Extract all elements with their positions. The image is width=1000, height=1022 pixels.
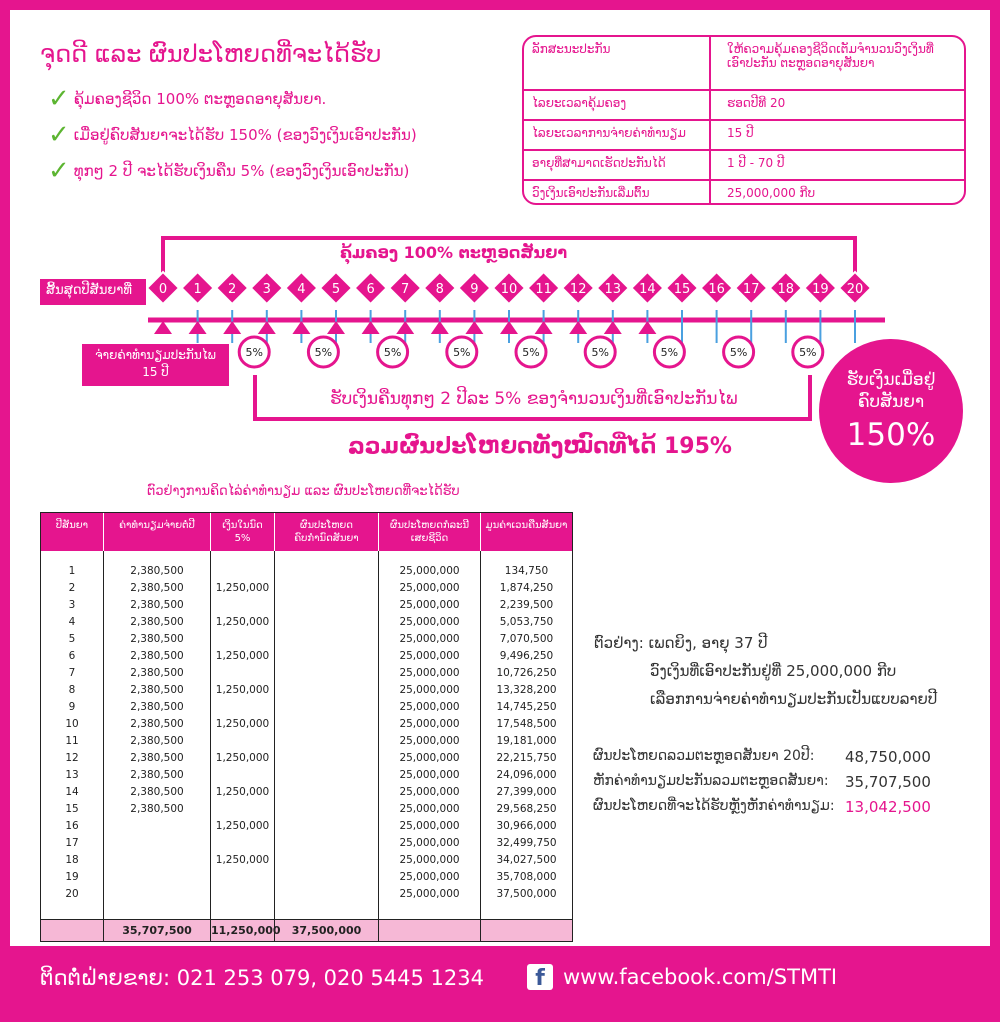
refund-badge-label: 5% — [383, 346, 402, 359]
column-header: ຄ່າທຳນຽມຈ່າຍຕໍ່ປີ — [104, 513, 211, 551]
year-label: 0 — [158, 282, 168, 297]
table-cell: 25,000,000 — [399, 820, 460, 832]
summary-value-highlight: 13,042,500 — [845, 798, 931, 816]
table-cell: 1,250,000 — [215, 820, 270, 832]
total-benefit-label: ລວມຜົນປະໂຫຍດທັງໝົດທີ່ໄດ້ 195% — [348, 434, 732, 459]
table-cell: 25,000,000 — [399, 854, 460, 866]
table-cell: 16 — [65, 820, 79, 832]
total-cell — [481, 920, 572, 941]
table-cell — [211, 869, 274, 886]
table-cell: 7,070,500 — [499, 633, 554, 645]
table-cell — [211, 886, 274, 903]
column-header: ຜົນປະໂຫຍດ ຄົບກຳນົດສັນຍາ — [275, 513, 379, 551]
benefits-title: ຈຸດດີ ແລະ ຜົນປະໂຫຍດທີ່ຈະໄດ້ຮັບ — [40, 40, 382, 68]
benefit-item: ✓ ຄຸ້ມຄອງຊີວິດ 100% ຕະຫຼອດອາຍຸສັນຍາ. — [48, 84, 327, 114]
info-row — [524, 89, 964, 119]
year-label: 16 — [708, 282, 725, 297]
year-label: 15 — [673, 282, 691, 297]
table-body — [41, 551, 572, 921]
table-cell: 1,250,000 — [215, 786, 270, 798]
year-label: 1 — [193, 282, 202, 297]
table-cell: 10,726,250 — [496, 667, 557, 679]
info-row — [524, 179, 964, 205]
table-cell: 25,000,000 — [399, 616, 460, 628]
refund-badge-label: 5% — [453, 346, 471, 359]
column-header: ປີສັນຍາ — [41, 513, 104, 551]
refund-badge-label: 5% — [660, 346, 679, 359]
table-cell: 25,000,000 — [399, 837, 460, 849]
table-cell: 4 — [68, 616, 76, 628]
year-label: 17 — [742, 282, 760, 297]
table-cell: 34,027,500 — [496, 854, 557, 866]
table-cell: 7 — [68, 667, 76, 679]
payment-arrow — [535, 321, 553, 334]
table-cell: 32,499,750 — [496, 837, 557, 849]
table-cell — [275, 665, 378, 682]
premium-benefit-table — [40, 512, 573, 942]
table-column — [211, 551, 275, 921]
example-sample-line: ຕົວຢ່າງ: ເພດຍິງ, ອາຍຸ 37 ປີ — [594, 634, 768, 652]
info-value: 1 ປີ - 70 ປີ — [727, 156, 785, 170]
table-cell: 2,380,500 — [130, 735, 184, 747]
info-row — [524, 149, 964, 179]
info-value: ໃຫ້ຄວາມຄຸ້ມຄອງຊີວິດເຕັມຈຳນວນວົງເງິນທີ່ເອົາປະກັນ ຕະຫຼອດອາຍຸສັນຍາ — [727, 42, 934, 70]
column-header: ຜົນປະໂຫຍດກໍລະນີ ເສຍຊີວິດ — [379, 513, 481, 551]
year-label: 12 — [569, 282, 587, 297]
table-cell: 30,966,000 — [496, 820, 557, 832]
total-cell — [41, 920, 104, 941]
table-cell: 37,500,000 — [496, 888, 557, 900]
payment-arrow — [362, 321, 380, 334]
year-label: 13 — [604, 282, 622, 297]
table-cell: 134,750 — [504, 565, 549, 577]
year-label: 14 — [639, 282, 656, 297]
info-label: ອາຍຸທີ່ສາມາດເຮັດປະກັນໄດ້ — [524, 151, 711, 179]
table-cell: 1 — [68, 565, 76, 577]
table-cell: 27,399,000 — [496, 786, 557, 798]
table-cell: 35,708,000 — [496, 871, 557, 883]
year-label: 2 — [228, 282, 237, 297]
refund-badge-label: 5% — [729, 346, 748, 359]
summary-label: ຜົນປະໂຫຍດທີ່ຈະໄດ້ຮັບຫຼັງຫັກຄ່າທຳນຽມ: — [593, 798, 835, 814]
product-info-table — [522, 35, 966, 205]
table-cell: 19 — [65, 871, 79, 883]
table-cell: 22,215,750 — [496, 752, 557, 764]
table-cell: 18 — [65, 854, 79, 866]
table-cell: 2,380,500 — [130, 599, 184, 611]
year-label: 10 — [500, 282, 518, 297]
check-icon: ✓ — [48, 120, 70, 150]
table-column — [379, 551, 481, 921]
top-border — [0, 0, 1000, 10]
table-cell — [211, 563, 274, 580]
total-cell — [379, 920, 481, 941]
table-cell — [104, 869, 210, 886]
table-cell — [275, 563, 378, 580]
table-cell: 2,380,500 — [130, 769, 184, 781]
table-cell — [275, 648, 378, 665]
table-cell — [211, 835, 274, 852]
table-cell: 25,000,000 — [399, 667, 460, 679]
payment-arrow — [604, 321, 622, 334]
info-value: 25,000,000 ກີບ — [727, 186, 816, 200]
info-row — [524, 119, 964, 149]
table-cell — [275, 784, 378, 801]
table-cell — [211, 767, 274, 784]
table-cell: 2 — [68, 582, 76, 594]
year-label: 4 — [297, 282, 306, 297]
summary-value: 35,707,500 — [845, 773, 931, 791]
refund-badge-label: 5% — [245, 346, 263, 359]
table-cell: 25,000,000 — [399, 769, 460, 781]
table-cell: 2,380,500 — [130, 582, 184, 594]
payment-arrow — [500, 321, 518, 334]
table-cell: 25,000,000 — [399, 786, 460, 798]
check-icon: ✓ — [48, 84, 70, 114]
table-cell — [275, 597, 378, 614]
table-cell — [211, 597, 274, 614]
year-label: 18 — [777, 282, 795, 297]
column-header: ມູນຄ່າເວນຄືນສັນຍາ — [485, 520, 568, 531]
table-cell: 14 — [65, 786, 79, 798]
table-total-row — [41, 919, 572, 941]
table-cell: 15 — [65, 803, 79, 815]
total-cell: 37,500,000 — [275, 920, 379, 941]
table-cell: 25,000,000 — [399, 871, 460, 883]
table-cell — [275, 733, 378, 750]
year-label: 5 — [331, 282, 341, 297]
refund-badge-label: 5% — [799, 346, 817, 359]
table-cell: 25,000,000 — [399, 752, 460, 764]
info-value: ຮອດປີທີ 20 — [727, 96, 786, 110]
table-cell — [275, 869, 378, 886]
table-cell: 10 — [65, 718, 79, 730]
table-cell: 8 — [68, 684, 76, 696]
payment-arrow — [327, 321, 345, 334]
table-cell: 13,328,200 — [496, 684, 557, 696]
table-cell — [275, 631, 378, 648]
facebook-url[interactable]: www.facebook.com/STMTI — [563, 965, 838, 989]
table-cell — [211, 699, 274, 716]
table-cell — [275, 886, 378, 903]
table-cell: 1,250,000 — [215, 684, 270, 696]
table-cell: 17 — [65, 837, 79, 849]
payment-arrow — [638, 321, 656, 334]
info-row — [524, 37, 964, 89]
info-label: ໄລຍະເວລາຄຸ້ມຄອງ — [524, 91, 711, 119]
table-cell — [104, 886, 210, 903]
table-cell: 25,000,000 — [399, 888, 460, 900]
example-sample-line: ເລືອກການຈ່າຍຄ່າທຳນຽມປະກັນເປັນແບບລາຍປີ — [650, 690, 938, 708]
table-cell: 24,096,000 — [496, 769, 557, 781]
table-cell: 2,380,500 — [130, 803, 184, 815]
coverage-label: ຄຸ້ມຄອງ 100% ຕະຫຼອດສັນຍາ — [340, 243, 568, 262]
table-cell — [275, 699, 378, 716]
year-label: 11 — [535, 282, 552, 297]
table-cell: 25,000,000 — [399, 599, 460, 611]
left-border — [0, 0, 10, 1022]
payment-arrow — [396, 321, 414, 334]
table-cell: 1,250,000 — [215, 650, 270, 662]
table-cell — [104, 835, 210, 852]
table-cell: 12 — [65, 752, 79, 764]
year-label: 3 — [262, 282, 271, 297]
payment-term-box: ຈ່າຍຄ່າທຳນຽມປະກັນໄພ 15 ປີ — [82, 344, 229, 386]
table-cell: 29,568,250 — [496, 803, 557, 815]
refund-label: ຮັບເງິນຄືນທຸກໆ 2 ປີລະ 5% ຂອງຈຳນວນເງິນທີ່ເອົາປະກັນໄພ — [330, 389, 738, 409]
table-column — [41, 551, 104, 921]
table-cell — [104, 852, 210, 869]
table-cell: 25,000,000 — [399, 633, 460, 645]
table-cell: 17,548,500 — [496, 718, 557, 730]
table-header — [41, 513, 572, 551]
table-cell: 25,000,000 — [399, 684, 460, 696]
info-label: ລັກສະນະປະກັນ — [524, 37, 711, 89]
table-cell: 1,250,000 — [215, 752, 270, 764]
year-label: 20 — [846, 282, 864, 297]
info-label: ວົງເງິນເອົາປະກັນເລີ່ມຕົ້ນ — [524, 181, 711, 205]
sales-contact: ຕິດຕໍ່ຝ່າຍຂາຍ: 021 253 079, 020 5445 1234 — [40, 966, 484, 990]
payment-arrow — [569, 321, 587, 334]
table-cell — [211, 801, 274, 818]
table-cell: 2,380,500 — [130, 786, 184, 798]
year-label: 19 — [812, 282, 829, 297]
table-cell: 5 — [68, 633, 76, 645]
table-column — [275, 551, 379, 921]
payment-arrow — [465, 321, 483, 334]
table-cell: 3 — [68, 599, 76, 611]
benefit-item: ✓ ທຸກໆ 2 ປີ ຈະໄດ້ຮັບເງິນຄືນ 5% (ຂອງວົງເງິນເອົາປະກັນ) — [48, 156, 410, 186]
facebook-icon: f — [527, 964, 553, 990]
table-cell — [275, 750, 378, 767]
total-cell: 11,250,000 — [211, 920, 275, 941]
summary-label: ຫັກຄ່າທຳນຽມປະກັນລວມຕະຫຼອດສັນຍາ: — [593, 773, 829, 789]
table-cell: 2,380,500 — [130, 616, 184, 628]
table-cell: 2,380,500 — [130, 718, 184, 730]
payment-arrow — [154, 321, 172, 334]
refund-badge-label: 5% — [522, 346, 540, 359]
table-cell: 1,250,000 — [215, 582, 270, 594]
table-cell: 2,380,500 — [130, 752, 184, 764]
table-cell — [275, 716, 378, 733]
table-cell: 2,380,500 — [130, 684, 184, 696]
table-cell: 19,181,000 — [496, 735, 557, 747]
column-header: ເງິນໃນນົດ 5% — [211, 513, 275, 551]
info-value: 15 ປີ — [727, 126, 754, 140]
check-icon: ✓ — [48, 156, 70, 186]
table-cell: 2,380,500 — [130, 701, 184, 713]
table-cell: 1,874,250 — [499, 582, 554, 594]
table-cell — [275, 767, 378, 784]
facebook-link[interactable] — [527, 964, 837, 990]
table-cell: 25,000,000 — [399, 701, 460, 713]
payment-arrow — [258, 321, 276, 334]
table-cell: 6 — [68, 650, 76, 662]
table-cell — [275, 818, 378, 835]
payment-arrow — [292, 321, 310, 334]
table-cell: 2,380,500 — [130, 565, 184, 577]
table-cell: 1,250,000 — [215, 616, 270, 628]
table-cell — [275, 801, 378, 818]
payment-arrow — [431, 321, 449, 334]
summary-value: 48,750,000 — [845, 748, 931, 766]
refund-badge-label: 5% — [314, 346, 333, 359]
table-column — [104, 551, 211, 921]
table-column — [481, 551, 572, 921]
benefit-item: ✓ ເມື່ອຢູ່ຄົບສັນຍາຈະໄດ້ຮັບ 150% (ຂອງວົງເງິນເອົາປະກັນ) — [48, 120, 417, 150]
table-cell: 25,000,000 — [399, 803, 460, 815]
year-label: 6 — [366, 282, 375, 297]
example-sample-line: ວົງເງິນທີ່ເອົາປະກັນຢູ່ທີ່ 25,000,000 ກີບ — [650, 662, 897, 680]
table-cell: 25,000,000 — [399, 650, 460, 662]
table-cell: 5,053,750 — [499, 616, 554, 628]
table-cell: 25,000,000 — [399, 735, 460, 747]
table-cell: 13 — [65, 769, 79, 781]
table-cell: 25,000,000 — [399, 718, 460, 730]
table-cell — [211, 665, 274, 682]
table-cell: 9,496,250 — [499, 650, 554, 662]
table-cell — [104, 818, 210, 835]
table-cell: 9 — [68, 701, 76, 713]
year-label: 8 — [435, 282, 444, 297]
table-cell — [275, 580, 378, 597]
summary-row — [593, 798, 931, 816]
table-cell: 2,380,500 — [130, 650, 184, 662]
table-cell: 11 — [65, 735, 79, 747]
table-cell: 2,380,500 — [130, 667, 184, 679]
info-label: ໄລຍະເວລາການຈ່າຍຄ່າທຳນຽມ — [524, 121, 711, 149]
table-cell: 25,000,000 — [399, 565, 460, 577]
table-cell — [275, 852, 378, 869]
maturity-benefit-circle: ຮັບເງິນເມື່ອຢູ່ ຄົບສັນຍາ 150% — [819, 339, 963, 483]
table-cell — [275, 682, 378, 699]
table-cell: 2,239,500 — [499, 599, 554, 611]
table-cell — [275, 614, 378, 631]
total-cell: 35,707,500 — [104, 920, 211, 941]
year-label: 9 — [470, 282, 479, 297]
payment-arrow — [223, 321, 241, 334]
table-cell — [211, 733, 274, 750]
table-cell — [275, 835, 378, 852]
table-cell: 25,000,000 — [399, 582, 460, 594]
summary-label: ຜົນປະໂຫຍດລວມຕະຫຼອດສັນຍາ 20ປີ: — [593, 748, 815, 764]
table-cell: 14,745,250 — [496, 701, 557, 713]
example-table-title: ຕົວຢ່າງການຄິດໄລ່ຄ່າທຳນຽມ ແລະ ຜົນປະໂຫຍດທີ່ຈະໄດ້ຮັບ — [147, 484, 460, 499]
right-border — [990, 0, 1000, 1022]
table-cell — [211, 631, 274, 648]
table-cell: 20 — [65, 888, 79, 900]
refund-badge-label: 5% — [591, 346, 609, 359]
payment-arrow — [189, 321, 207, 334]
table-cell: 1,250,000 — [215, 718, 270, 730]
summary-row — [593, 748, 931, 766]
contract-year-end-label: ສິ້ນສຸດປີສັນຍາທີ່ — [40, 279, 146, 305]
table-cell: 1,250,000 — [215, 854, 270, 866]
summary-row — [593, 773, 931, 791]
year-label: 7 — [401, 282, 410, 297]
footer-bar — [0, 946, 1000, 1022]
table-cell: 2,380,500 — [130, 633, 184, 645]
